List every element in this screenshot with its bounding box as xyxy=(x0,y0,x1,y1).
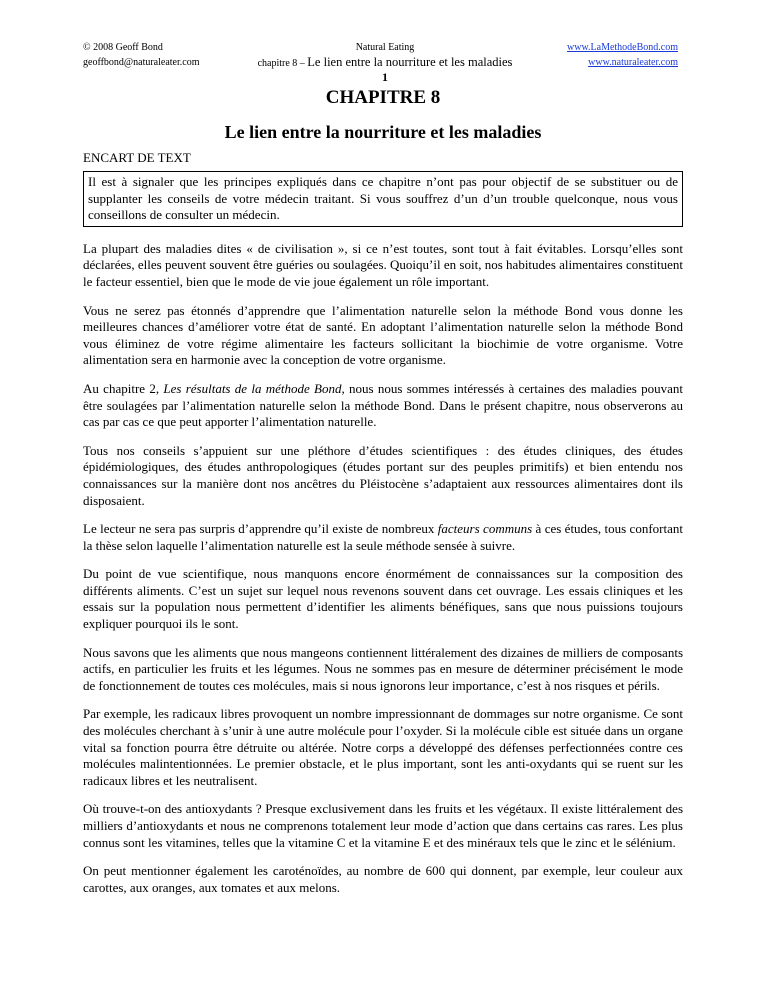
page-number: 1 xyxy=(382,70,388,84)
header-right xyxy=(567,40,678,70)
paragraph: Nous savons que les aliments que nous mangeons contiennent littéralement des dizaines de milliers de composants actifs, en particulier les fruits et les légumes. Nous ne sommes pas en mesure de déterminer précisément le mode de fonctionnement de toutes ces molécules, mais si nous ignorons leur importance, c’est à nos risques et périls. xyxy=(83,644,683,693)
running-chapter-title xyxy=(230,55,540,71)
header-center xyxy=(230,40,540,83)
chapter-heading: CHAPITRE 8 xyxy=(325,87,441,108)
encart-box: Il est à signaler que les principes expliqués dans ce chapitre n’ont pas pour objectif de se substituer ou de supplanter les conseils de votre médecin traitant. Si vous souffrez d’un d’un trouble quelconque, nous vous conseillons de consulter un médecin. xyxy=(83,171,683,227)
paragraph: Du point de vue scientifique, nous manquons encore énormément de connaissances sur la composition des différents aliments. C’est un sujet sur lequel nous revenons souvent dans cet ouvrage. Les essais cliniques et les essais sur la population nous permettent d’identifier les aliments bénéfiques, sans que nous puissions toujours expliquer pourquoi ils le sont. xyxy=(83,566,683,632)
book-title: Natural Eating xyxy=(355,42,415,53)
chapter-prefix: chapitre 8 – xyxy=(257,58,305,69)
paragraph: La plupart des maladies dites « de civilisation », si ce n’est toutes, sont tout à fait évitables. Lorsqu’elles sont déclarées, elles peuvent souvent être guéries ou soulagées. Quoiqu’il en soit, nos habitudes alimentaires constituent le facteur essentiel, bien que le mode de vie joue également un rôle important. xyxy=(83,240,683,289)
copyright-text: © 2008 Geoff Bond xyxy=(83,42,163,53)
paragraph: Tous nos conseils s’appuient sur une pléthore d’études scientifiques : des études cliniques, des études épidémiologiques, des études anthropologiques (études portant sur des peuples primitifs) et bien entendu nos connaissances sur la manière dont nos ancêtres du Pléistocène s’adaptaient aux ressources alimentaires dont ils disposaient. xyxy=(83,442,683,508)
italic-title: Les résultats de la méthode Bond xyxy=(163,380,342,396)
paragraph: On peut mentionner également les caroténoïdes, au nombre de 600 qui donnent, par exemple, leur couleur aux carottes, aux oranges, aux tomates et aux melons. xyxy=(83,863,683,895)
paragraph: Où trouve-t-on des antioxydants ? Presque exclusivement dans les fruits et les végétaux. Il existe littéralement des milliers d’antioxydants et nous ne comprenons totalement leur mode d’action que dans certains cas rares. Les plus connus sont les vitamines, telles que la vitamine C et la vitamine E et des minéraux tels que le zinc et le sélénium. xyxy=(83,801,683,850)
italic-phrase: facteurs communs xyxy=(437,521,533,537)
paragraph: Par exemple, les radicaux libres provoquent un nombre impressionnant de dommages sur notre organisme. Ce sont des molécules cherchant à s’unir à une autre molécule pour l’oxyder. Si la molécule cible est située dans un organe vital sa fonction pourra être détruite ou altérée. Notre corps a développé des défenses perfectionnées contre ces molécules malintentionnées. Le premier obstacle, et le plus important, sont les anti-oxydants qui se ruent sur les radicaux libres et les neutralisent. xyxy=(83,706,683,788)
paragraph: Vous ne serez pas étonnés d’apprendre que l’alimentation naturelle selon la méthode Bond vous donne les meilleures chances d’améliorer votre état de santé. En adoptant l’alimentation naturelle selon la méthode Bond vous éliminez de votre régime alimentaire les facteurs sollicitant la biochimie de votre organisme. Votre alimentation sera en harmonie avec la conception de votre organisme. xyxy=(83,302,683,368)
paragraph: Au chapitre 2, Les résultats de la méthode Bond, nous nous sommes intéressés à certaines des maladies pouvant être soulagées par l’alimentation naturelle selon la méthode Bond. Dans le présent chapitre, nous observerons au cas par cas ce que peut apporter l’alimentation naturelle. xyxy=(83,380,683,430)
header-left xyxy=(83,40,199,70)
encart-label: ENCART DE TEXT xyxy=(83,150,191,165)
link-naturaleater[interactable]: www.naturaleater.com xyxy=(588,57,678,68)
chapter-name: Le lien entre la nourriture et les maladies xyxy=(307,55,513,69)
paragraph: Le lecteur ne sera pas surpris d’apprendre qu’il existe de nombreux facteurs communs à ces études, tous confortant la thèse selon laquelle l’alimentation naturelle est la seule méthode sensée à suivre. xyxy=(83,521,683,553)
chapter-title: Le lien entre la nourriture et les maladies xyxy=(224,122,542,142)
author-email: geoffbond@naturaleater.com xyxy=(83,57,200,68)
link-lamethodebond[interactable]: www.LaMethodeBond.com xyxy=(567,42,678,53)
page-content xyxy=(83,87,683,896)
